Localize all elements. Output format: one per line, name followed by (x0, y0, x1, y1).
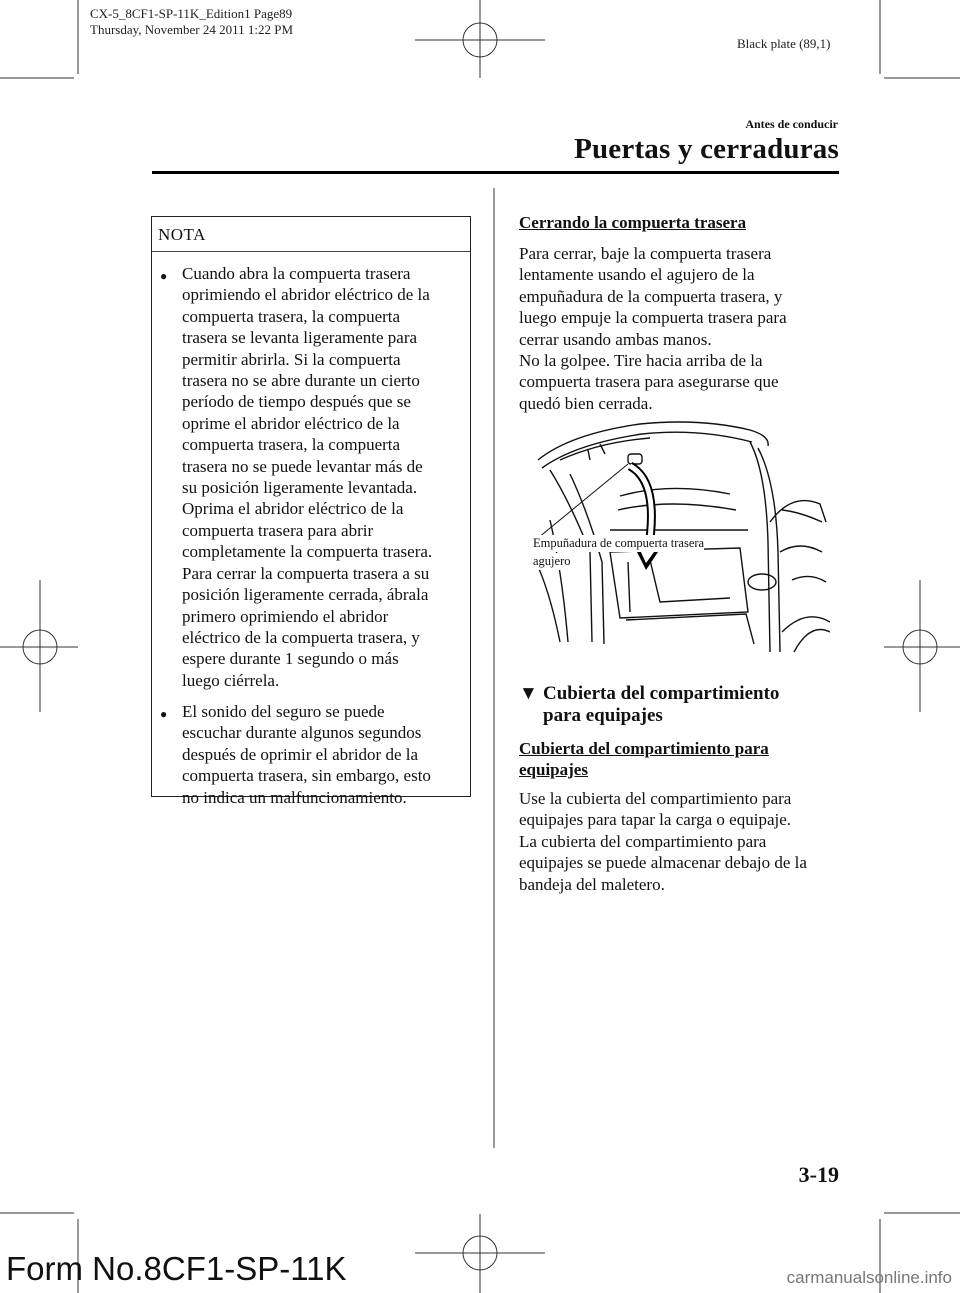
note-line: trasera se levanta ligeramente para (182, 328, 418, 348)
cover-line: bandeja del maletero. (519, 874, 665, 894)
note-line: Oprima el abridor eléctrico de la (182, 499, 404, 519)
note-line: Para cerrar la compuerta trasera a su (182, 563, 430, 583)
closing-line: compuerta trasera para asegurarse que (519, 372, 779, 392)
page-title: Puertas y cerraduras (574, 133, 839, 165)
plate-label: Black plate (89,1) (737, 36, 831, 51)
cover-line: Use la cubierta del compartimiento para (519, 789, 792, 808)
cover-line: equipajes se puede almacenar debajo de la (519, 853, 807, 873)
closing-line: Para cerrar, baje la compuerta trasera (519, 244, 772, 263)
note-line: permitir abrirla. Si la compuerta (182, 349, 401, 369)
note-box (151, 216, 471, 807)
push-arrow (630, 466, 662, 570)
note-divider (152, 251, 470, 252)
note-line: posición ligeramente cerrada, ábrala (182, 585, 429, 605)
cover-heading-line1: Cubierta del compartimiento (543, 683, 780, 704)
note-bullet-text (182, 701, 472, 808)
closing-line: luego empuje la compuerta trasera para (519, 308, 787, 328)
note-line: oprimiendo el abridor eléctrico de la (182, 285, 430, 305)
note-line: compuerta trasera para abrir (182, 520, 374, 540)
cover-heading-line2: para equipajes (543, 705, 663, 726)
cover-heading-marker: ▼ (519, 683, 538, 704)
note-line: completamente la compuerta trasera. (182, 542, 433, 562)
note-line: escuchar durante algunos segundos (182, 723, 422, 743)
closing-paragraph (519, 243, 849, 414)
note-line: primero oprimiendo el abridor (182, 606, 389, 626)
note-heading: NOTA (158, 225, 206, 244)
closing-line: lentamente usando el agujero de la (519, 265, 755, 285)
bullet-icon: ● (160, 269, 168, 283)
closing-line: quedó bien cerrada. (519, 393, 653, 413)
closing-line: No la golpee. Tire hacia arriba de la (519, 351, 763, 371)
note-line: eléctrico de la compuerta trasera, y (182, 627, 420, 647)
note-line: compuerta trasera, la compuerta (182, 306, 401, 326)
section-label: Antes de conducir (745, 117, 838, 131)
callout-hole: agujero (533, 554, 571, 568)
cover-subheading-line2: equipajes (519, 760, 588, 779)
cover-subheading-line1: Cubierta del compartimiento para (519, 739, 769, 758)
print-meta-line2: Thursday, November 24 2011 1:22 PM (90, 22, 294, 37)
note-line: El sonido del seguro se puede (182, 702, 385, 721)
note-line: período de tiempo después que se (182, 392, 411, 412)
note-line: su posición ligeramente levantada. (182, 478, 418, 498)
note-line: oprime el abridor eléctrico de la (182, 413, 400, 433)
note-line: Cuando abra la compuerta trasera (182, 264, 411, 283)
header-rule (152, 171, 839, 174)
note-line: trasera no se abre durante un cierto (182, 371, 420, 391)
note-line: trasera no se puede levantar más de (182, 456, 423, 476)
cover-line: La cubierta del compartimiento para (519, 831, 767, 851)
note-bullet-text (182, 263, 472, 691)
bullet-icon: ● (160, 707, 168, 721)
closing-heading: Cerrando la compuerta trasera (519, 213, 747, 232)
note-line: compuerta trasera, la compuerta (182, 435, 401, 455)
closing-line: empuñadura de la compuerta trasera, y (519, 286, 783, 306)
note-line: compuerta trasera, sin embargo, esto (182, 766, 431, 786)
print-meta-line1: CX-5_8CF1-SP-11K_Edition1 Page89 (90, 6, 293, 21)
cover-line: equipajes para tapar la carga o equipaje. (519, 810, 792, 830)
note-line: no indica un malfuncionamiento. (182, 787, 407, 807)
note-line: luego ciérrela. (182, 670, 280, 690)
closing-line: cerrar usando ambas manos. (519, 329, 712, 349)
note-line: espere durante 1 segundo o más (182, 649, 399, 669)
callout-handle: Empuñadura de compuerta trasera (533, 536, 705, 550)
page-number: 3-19 (798, 1162, 839, 1187)
form-number: Form No.8CF1-SP-11K (6, 1250, 347, 1287)
watermark: carmanualsonline.info (786, 1268, 952, 1287)
note-line: después de oprimir el abridor de la (182, 744, 419, 764)
cover-paragraph (519, 788, 854, 895)
